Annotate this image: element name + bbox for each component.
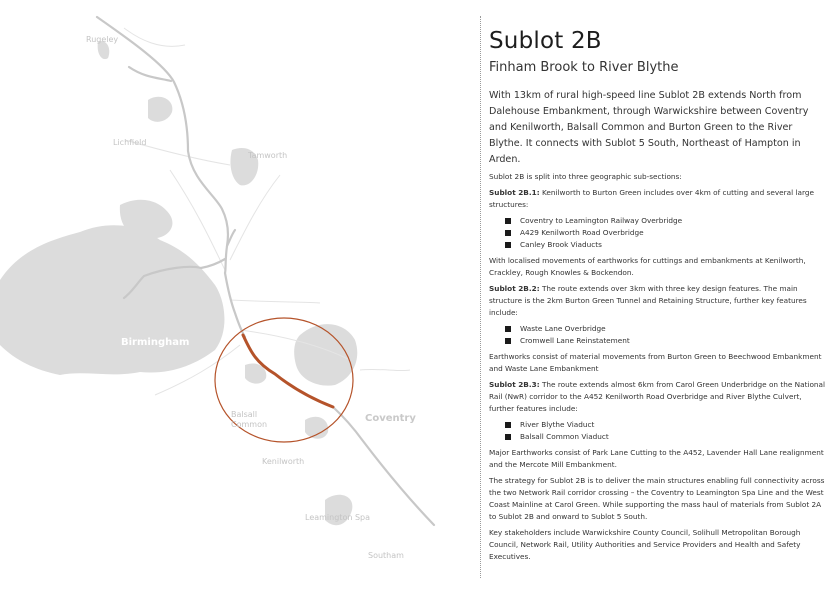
strategy-paragraph: The strategy for Sublot 2B is to deliver the main structures enabling full connectivity across the two Network Rail corridor crossing – the Coventry to Leamington Spa Line and the West Coast Mainline at Carol Green. While supporting the mass haul of materials from Sublot 2A to Sublot 2B and onward to Sublot 5 South. xyxy=(489,476,825,521)
label-birmingham: Birmingham xyxy=(121,337,190,348)
section-2b3-after: Major Earthworks consist of Park Lane Cutting to the A452, Lavender Hall Lane realignment and the Mercote Mill Embankment. xyxy=(489,448,824,469)
section-2b2-after: Earthworks consist of material movements from Burton Green to Beechwood Embankment and Waste Lane Embankment xyxy=(489,352,822,373)
label-coventry: Coventry xyxy=(365,413,416,424)
section-2b2-list xyxy=(489,323,829,347)
list-item xyxy=(505,419,829,431)
section-2b3-list xyxy=(489,419,829,443)
section-2b1-list xyxy=(489,215,829,251)
bullet-icon xyxy=(505,326,511,332)
label-balsall-2: Common xyxy=(231,420,268,429)
label-kenilworth: Kenilworth xyxy=(262,457,305,466)
bullet-icon xyxy=(505,242,511,248)
list-item-text: River Blythe Viaduct xyxy=(520,420,595,429)
label-tamworth: Tamworth xyxy=(248,151,288,160)
lead-paragraph: With 13km of rural high-speed line Sublot 2B extends North from Dalehouse Embankment, through Warwickshire between Coventry and Kenilworth, Balsall Common and Burton Green to the River Blythe. It connects with Sublot 5 South, Northeast of Hampton in Arden. xyxy=(489,90,809,165)
list-item xyxy=(505,239,829,251)
bullet-icon xyxy=(505,422,511,428)
column-divider xyxy=(480,16,481,578)
section-label: Sublot 2B.3: xyxy=(489,380,540,389)
list-item-text: Coventry to Leamington Railway Overbridge xyxy=(520,216,683,225)
list-item xyxy=(505,335,829,347)
section-text: The route extends over 3km with three key design features. The main structure is the 2km Burton Green Tunnel and Retaining Structure, further key features include: xyxy=(489,284,807,317)
list-item-text: Canley Brook Viaducts xyxy=(520,240,602,249)
label-leamington: Leamington Spa xyxy=(305,513,371,522)
bullet-icon xyxy=(505,230,511,236)
section-text: The route extends almost 6km from Carol Green Underbridge on the National Rail (NwR) corridor to the A452 Kenilworth Road Overbridge and River Blythe Culvert, further features include: xyxy=(489,380,826,413)
list-item xyxy=(505,227,829,239)
bullet-icon xyxy=(505,338,511,344)
label-lichfield: Lichfield xyxy=(113,138,147,147)
label-rugeley: Rugeley xyxy=(86,35,119,44)
list-item xyxy=(505,215,829,227)
list-item xyxy=(505,323,829,335)
bullet-icon xyxy=(505,218,511,224)
label-southam: Southam xyxy=(368,551,404,560)
section-2b1-after: With localised movements of earthworks for cuttings and embankments at Kenilworth, Crackley, Rough Knowles & Bockendon. xyxy=(489,256,806,277)
list-item-text: Cromwell Lane Reinstatement xyxy=(520,336,630,345)
list-item xyxy=(505,431,829,443)
bullet-icon xyxy=(505,434,511,440)
description-panel xyxy=(489,28,829,567)
list-item-text: Balsall Common Viaduct xyxy=(520,432,609,441)
section-2b1 xyxy=(489,187,829,211)
stakeholders-paragraph: Key stakeholders include Warwickshire County Council, Solihull Metropolitan Borough Council, Network Rail, Utility Authorities and Service Providers and Health and Safety Executives. xyxy=(489,528,801,561)
page-title: Sublot 2B xyxy=(489,28,602,54)
section-text: Kenilworth to Burton Green includes over 4km of cutting and several large structures: xyxy=(489,188,814,209)
list-item-text: A429 Kenilworth Road Overbridge xyxy=(520,228,644,237)
section-label: Sublot 2B.2: xyxy=(489,284,540,293)
section-2b2 xyxy=(489,283,829,319)
section-label: Sublot 2B.1: xyxy=(489,188,540,197)
section-2b3 xyxy=(489,379,829,415)
intro-text: Sublot 2B is split into three geographic sub-sections: xyxy=(489,172,682,181)
page-subtitle: Finham Brook to River Blythe xyxy=(489,60,679,75)
urban-areas xyxy=(0,41,357,525)
label-balsall-1: Balsall xyxy=(231,410,258,419)
list-item-text: Waste Lane Overbridge xyxy=(520,324,606,333)
